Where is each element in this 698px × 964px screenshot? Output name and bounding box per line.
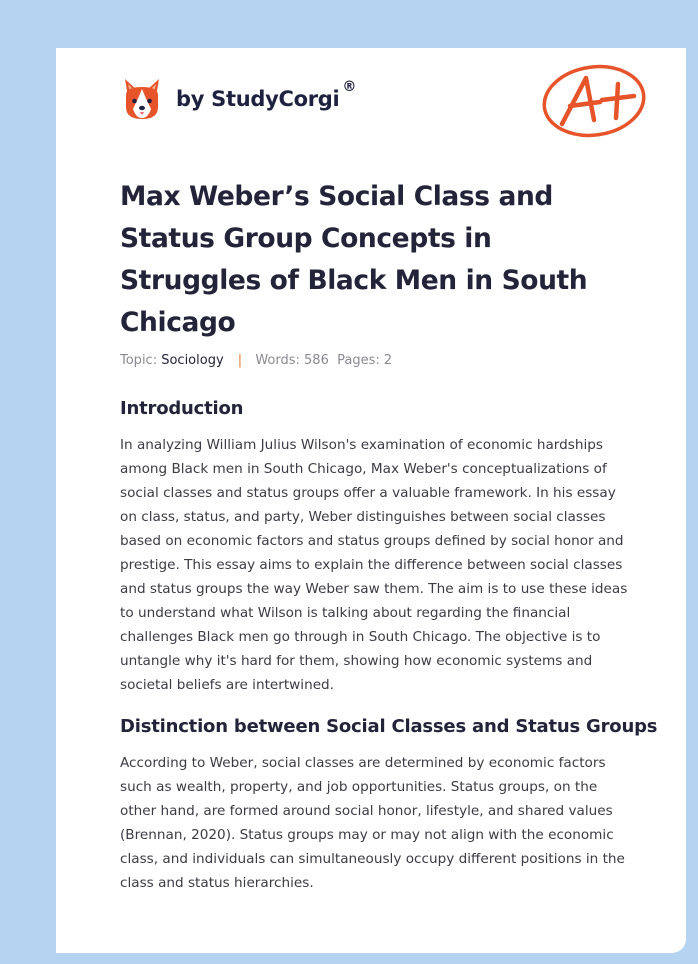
- section-heading-distinction: Distinction between Social Classes and Status Groups: [120, 716, 658, 737]
- document-meta: [120, 353, 392, 368]
- logo-text: [176, 79, 357, 111]
- section-body-distinction: According to Weber, social classes are determined by economic factors such as wealth, property, and job opportunities. Status groups, on the other hand, are formed around social honor, lifestyle, and shared values (Brennan, 2020). Status groups may or may not align with the economic class, and individuals can simultaneously occupy different positions in the class and status hierarchies.: [120, 755, 625, 891]
- document-title: Max Weber’s Social Class and Status Group Concepts in Struggles of Black Men in South Chicago: [120, 181, 588, 338]
- section-body-introduction: In analyzing William Julius Wilson's examination of economic hardships among Black men in South Chicago, Max Weber's conceptualizations of social classes and status groups offer a valuable framework. In his essay on class, status, and party, Weber distinguishes between social classes based on economic factors and status groups defined by social honor and prestige. This essay aims to explain the difference between social classes and status groups the way Weber saw them. The aim is to use these ideas to understand what Wilson is talking about regarding the financial challenges Black men go through in South Chicago. The objective is to untangle why it's hard for them, showing how economic systems and societal beliefs are intertwined.: [120, 437, 628, 693]
- topic-label: Topic:: [120, 353, 158, 368]
- logo-wordmark: by StudyCorgi: [176, 87, 340, 111]
- word-count: Words: 586: [255, 353, 329, 368]
- document-page: [56, 48, 686, 953]
- corgi-logo-icon: [122, 77, 162, 121]
- page-count: Pages: 2: [337, 353, 393, 368]
- registered-mark: ®: [342, 79, 357, 95]
- section-heading-introduction: Introduction: [120, 398, 244, 419]
- topic-link[interactable]: Sociology: [161, 353, 224, 368]
- grade-a-plus-icon: [540, 60, 648, 140]
- studycorgi-logo[interactable]: [122, 76, 356, 122]
- meta-separator: |: [237, 353, 243, 368]
